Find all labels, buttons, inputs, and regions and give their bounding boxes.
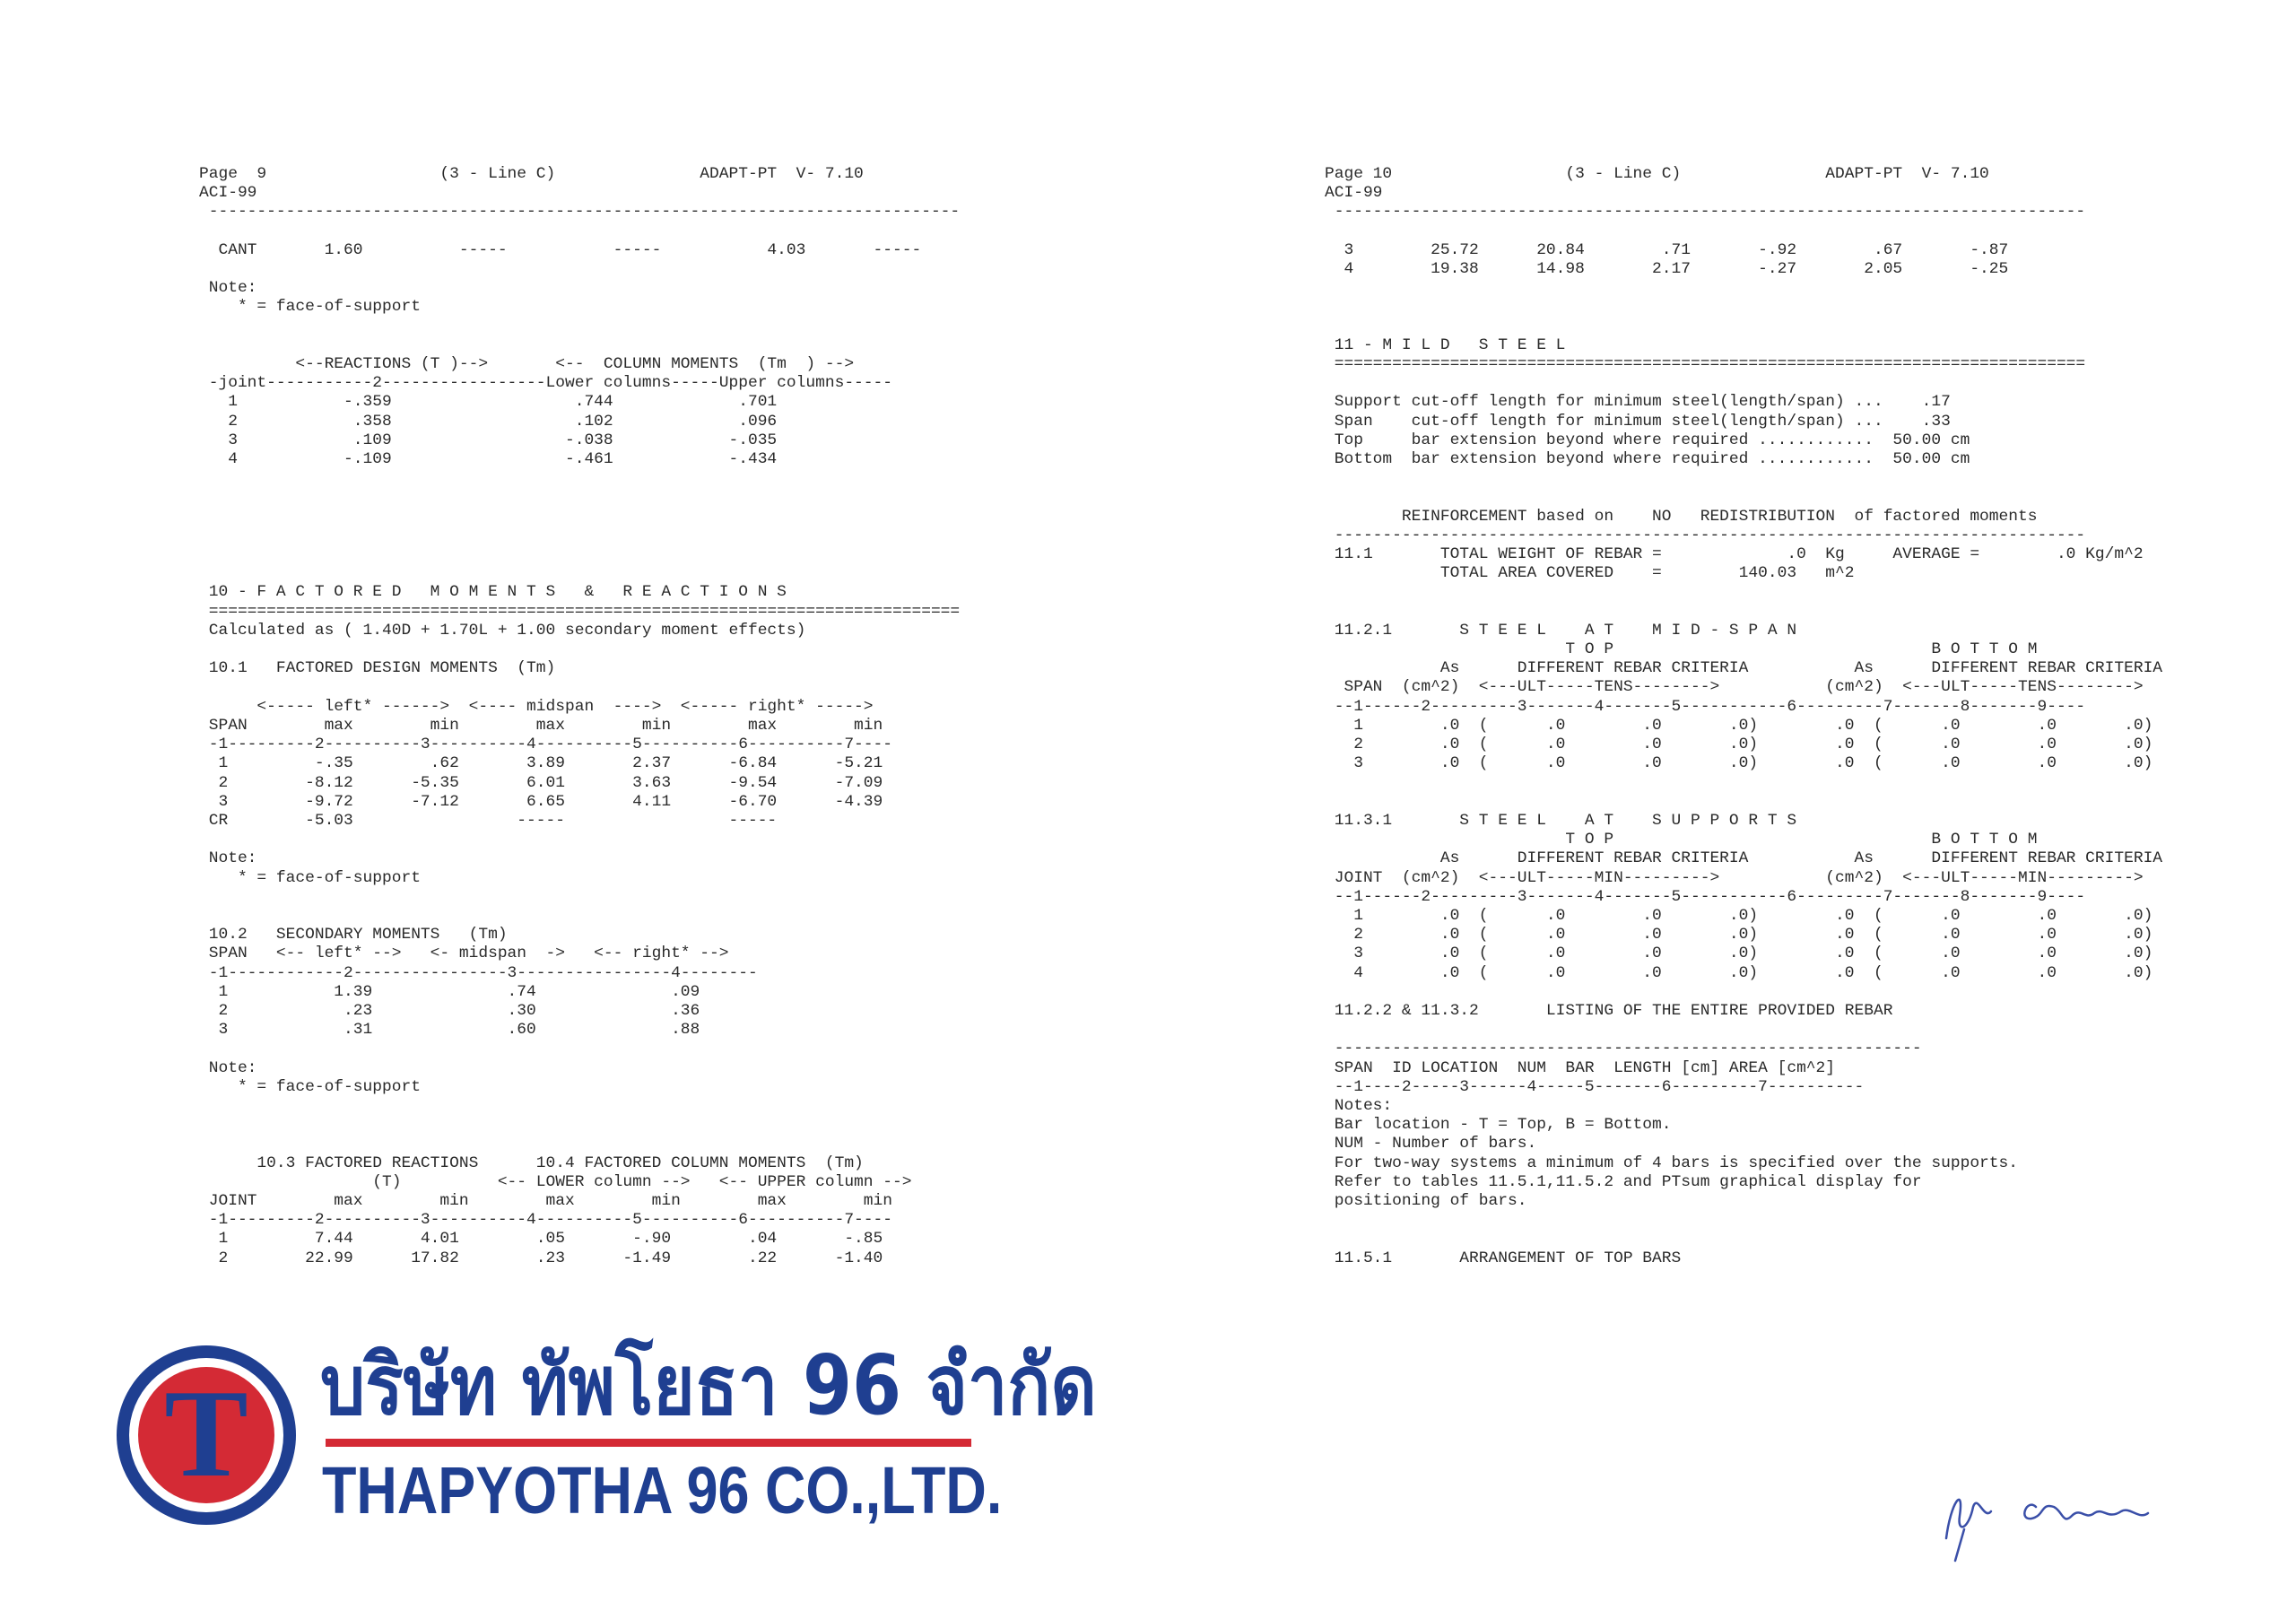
right_page-line: 3 .0 ( .0 .0 .0) .0 ( .0 .0 .0) (1325, 754, 2153, 773)
right_page-line: As DIFFERENT REBAR CRITERIA As DIFFERENT REBAR CRITERIA (1325, 659, 2163, 678)
right_page-line: SPAN ID LOCATION NUM BAR LENGTH [cm] AREA [cm^2] (1325, 1058, 1836, 1077)
left_page-line: <----- left* ------> <---- midspan ----> <----- right* -----> (199, 697, 874, 716)
right_page-line: JOINT (cm^2) <---ULT-----MIN---------> (cm^2) <---ULT-----MIN---------> (1325, 868, 2144, 887)
left_page-line: 10.2 SECONDARY MOMENTS (Tm) (199, 926, 508, 944)
right_page-line: ------------------------------------------------------------- (1325, 1040, 1922, 1058)
left_page-line: CR -5.03 ----- ----- (199, 811, 778, 830)
right_page-line: ACI-99 (1325, 184, 1383, 203)
right-page-printout (1325, 165, 2162, 1268)
left_page-line: 2 .23 .30 .36 (199, 1001, 700, 1020)
right_page-line: TOTAL AREA COVERED = 140.03 m^2 (1325, 564, 1855, 583)
left_page-line: 2 -8.12 -5.35 6.01 3.63 -9.54 -7.09 (199, 773, 883, 792)
left_page-line: Note: (199, 1058, 257, 1077)
right_page-line: ------------------------------------------------------------------------------ (1325, 203, 2086, 222)
left_page-line: * = face-of-support (199, 298, 421, 317)
right_page-line: 11.2.1 S T E E L A T M I D - S P A N (1325, 621, 1797, 640)
right_page-line: Page 10 (3 - Line C) ADAPT-PT V- 7.10 (1325, 165, 1989, 183)
right_page-line: Bar location - T = Top, B = Bottom. (1325, 1116, 1672, 1135)
right_page-line: 11 - M I L D S T E E L (1325, 335, 1566, 354)
company-logo-letter: T (164, 1364, 248, 1503)
right_page-line: --1------2---------3-------4-------5-----------6---------7-------8-------9---- (1325, 697, 2086, 716)
left_page-line: 1 7.44 4.01 .05 -.90 .04 -.85 (199, 1230, 883, 1249)
right_page-line: 4 19.38 14.98 2.17 -.27 2.05 -.25 (1325, 260, 2009, 279)
right_page-line: 2 .0 ( .0 .0 .0) .0 ( .0 .0 .0) (1325, 926, 2153, 944)
right_page-line: As DIFFERENT REBAR CRITERIA As DIFFERENT REBAR CRITERIA (1325, 849, 2163, 868)
right_page-line: 11.1 TOTAL WEIGHT OF REBAR = .0 Kg AVERAGE = .0 Kg/m^2 (1325, 545, 2144, 564)
left_page-line: SPAN <-- left* --> <- midspan -> <-- right* --> (199, 944, 729, 963)
left_page-line: 10.3 FACTORED REACTIONS 10.4 FACTORED COLUMN MOMENTS (Tm) (199, 1153, 864, 1172)
right_page-line: 1 .0 ( .0 .0 .0) .0 ( .0 .0 .0) (1325, 716, 2153, 735)
left_page-line: * = face-of-support (199, 1077, 421, 1096)
left_page-line: -joint-----------2-----------------Lower columns-----Upper columns----- (199, 374, 893, 393)
handwritten-signature (1928, 1467, 2170, 1565)
right_page-line: T O P B O T T O M (1325, 831, 2038, 849)
company-name-thai: บริษัท ทัพโยธา 96 จำกัด (320, 1337, 1097, 1433)
left_page-line: SPAN max min max min max min (199, 716, 883, 735)
right_page-line: 1 .0 ( .0 .0 .0) .0 ( .0 .0 .0) (1325, 906, 2153, 925)
right_page-line: Span cut-off length for minimum steel(length/span) ... .33 (1325, 412, 1951, 431)
left_page-line: -1---------2----------3----------4----------5----------6----------7---- (199, 736, 893, 754)
right_page-line: Top bar extension beyond where required ............ 50.00 cm (1325, 431, 1970, 449)
left_page-line: 3 .31 .60 .88 (199, 1021, 700, 1040)
left_page-line: Calculated as ( 1.40D + 1.70L + 1.00 secondary moment effects) (199, 621, 806, 640)
left_page-line: (T) <-- LOWER column --> <-- UPPER column --> (199, 1172, 912, 1191)
right_page-line: 11.2.2 & 11.3.2 LISTING OF THE ENTIRE PROVIDED REBAR (1325, 1001, 1893, 1020)
right_page-line: Support cut-off length for minimum steel(length/span) ... .17 (1325, 393, 1951, 412)
left_page-line: ACI-99 (199, 184, 257, 203)
left_page-line: 2 .358 .102 .096 (199, 412, 778, 431)
right_page-line: NUM - Number of bars. (1325, 1135, 1537, 1153)
left_page-line: <--REACTIONS (T )--> <-- COLUMN MOMENTS (Tm ) --> (199, 355, 855, 374)
left_page-line: * = face-of-support (199, 868, 421, 887)
right_page-line: 3 .0 ( .0 .0 .0) .0 ( .0 .0 .0) (1325, 944, 2153, 963)
left_page-line: 1 -.359 .744 .701 (199, 393, 778, 412)
right_page-line: --1------2---------3-------4-------5-----------6---------7-------8-------9---- (1325, 887, 2086, 906)
left_page-line: CANT 1.60 ----- ----- 4.03 ----- (199, 240, 922, 259)
left_page-line: 10.1 FACTORED DESIGN MOMENTS (Tm) (199, 659, 556, 678)
company-name-english: THAPYOTHA 96 CO.,LTD. (322, 1453, 1003, 1528)
left_page-line: Page 9 (3 - Line C) ADAPT-PT V- 7.10 (199, 165, 864, 183)
right_page-line: T O P B O T T O M (1325, 640, 2038, 659)
left_page-line: -1------------2----------------3----------------4-------- (199, 963, 758, 982)
left_page-line: ============================================================================== (199, 602, 961, 621)
right_page-line: ============================================================================== (1325, 355, 2086, 374)
left_page-line: ------------------------------------------------------------------------------ (199, 203, 961, 222)
left_page-line: 3 .109 -.038 -.035 (199, 431, 778, 449)
left_page-line: -1---------2----------3----------4----------5----------6----------7---- (199, 1211, 893, 1230)
company-logo-emblem-icon (112, 1341, 300, 1529)
right_page-line: 3 25.72 20.84 .71 -.92 .67 -.87 (1325, 240, 2009, 259)
left_page-line: 10 - F A C T O R E D M O M E N T S & R E A C T I O N S (199, 583, 787, 602)
left_page-line: Note: (199, 849, 257, 868)
left_page-line: Note: (199, 279, 257, 298)
signature-mark (1928, 1467, 2170, 1565)
left_page-line: 2 22.99 17.82 .23 -1.49 .22 -1.40 (199, 1249, 883, 1267)
left_page-line: 4 -.109 -.461 -.434 (199, 450, 778, 469)
right_page-line: REINFORCEMENT based on NO REDISTRIBUTION of factored moments (1325, 507, 2038, 526)
right_page-line: ------------------------------------------------------------------------------ (1325, 526, 2086, 544)
right_page-line: 11.3.1 S T E E L A T S U P P O R T S (1325, 811, 1797, 830)
right_page-line: --1----2-----3------4-----5-------6---------7---------- (1325, 1077, 1865, 1096)
right_page-line: Bottom bar extension beyond where required ............ 50.00 cm (1325, 450, 1970, 469)
right_page-line: SPAN (cm^2) <---ULT-----TENS--------> (cm^2) <---ULT-----TENS--------> (1325, 678, 2144, 697)
left-page-printout (199, 165, 960, 1268)
left_page-line: 3 -9.72 -7.12 6.65 4.11 -6.70 -4.39 (199, 792, 883, 811)
right_page-line: Refer to tables 11.5.1,11.5.2 and PTsum graphical display for (1325, 1172, 1922, 1191)
company-logo (85, 1319, 1097, 1561)
left_page-line: 1 1.39 .74 .09 (199, 982, 700, 1001)
right_page-line: Notes: (1325, 1096, 1393, 1115)
right_page-line: 11.5.1 ARRANGEMENT OF TOP BARS (1325, 1249, 1682, 1267)
right_page-line: 4 .0 ( .0 .0 .0) .0 ( .0 .0 .0) (1325, 963, 2153, 982)
right_page-line: For two-way systems a minimum of 4 bars is specified over the supports. (1325, 1153, 2019, 1172)
right_page-line: 2 .0 ( .0 .0 .0) .0 ( .0 .0 .0) (1325, 736, 2153, 754)
left_page-line: JOINT max min max min max min (199, 1191, 893, 1210)
left_page-line: 1 -.35 .62 3.89 2.37 -6.84 -5.21 (199, 754, 883, 773)
right-page (1148, 0, 2296, 1619)
right_page-line: positioning of bars. (1325, 1191, 1527, 1210)
logo-divider (326, 1439, 971, 1447)
